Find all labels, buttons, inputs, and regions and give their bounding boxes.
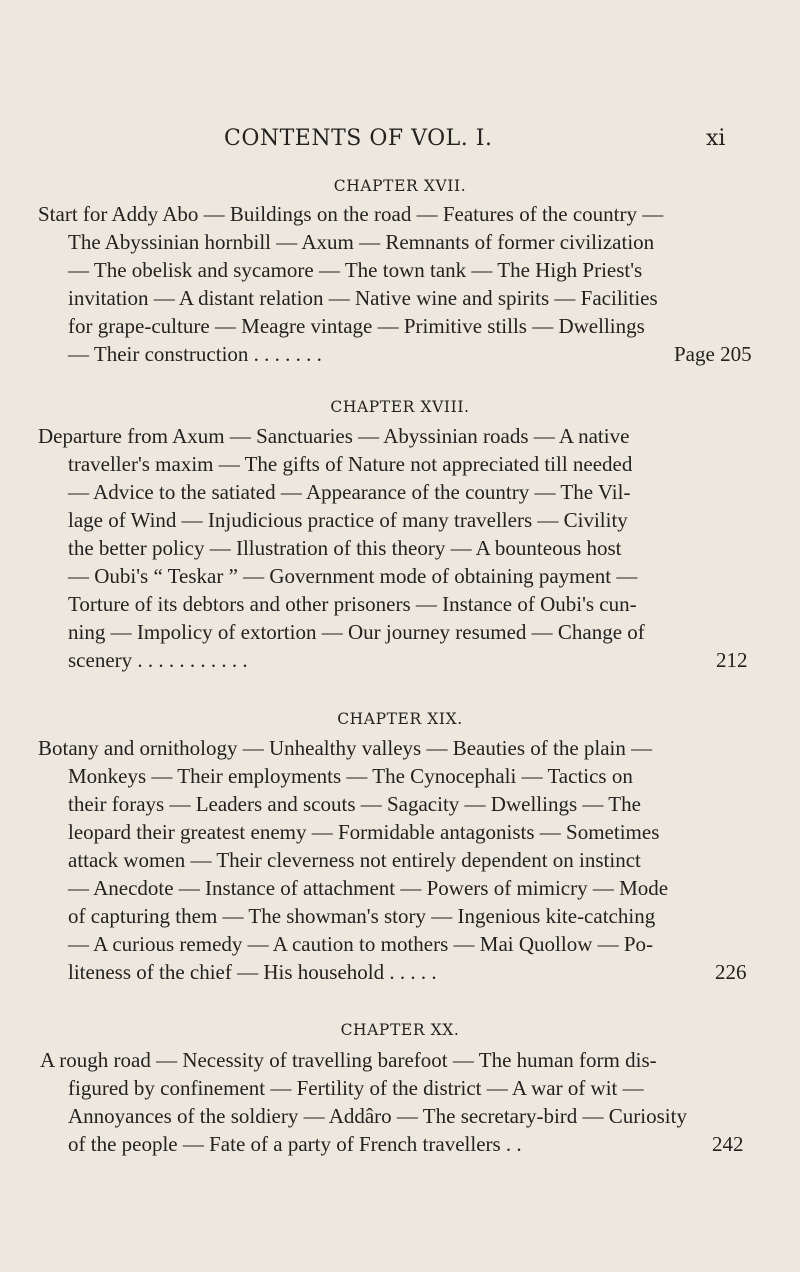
- summary-line: leopard their greatest enemy — Formidable antagonists — Sometimes: [68, 820, 660, 844]
- page-reference: 226: [715, 960, 747, 984]
- summary-line: of capturing them — The showman's story — Ingenious kite-catching: [68, 904, 656, 928]
- summary-line: Monkeys — Their employments — The Cynocephali — Tactics on: [68, 764, 633, 788]
- summary-line: liteness of the chief — His household . . . . .: [68, 960, 437, 984]
- chapter-heading: CHAPTER XVII.: [333, 177, 467, 195]
- summary-line: — Oubi's “ Teskar ” — Government mode of obtaining payment —: [68, 564, 638, 588]
- summary-line: Torture of its debtors and other prisoners — Instance of Oubi's cun-: [68, 592, 637, 616]
- summary-line: — The obelisk and sycamore — The town tank — The High Priest's: [68, 258, 643, 282]
- chapter-heading: CHAPTER XX.: [340, 1021, 460, 1039]
- summary-line: A rough road — Necessity of travelling barefoot — The human form dis-: [40, 1048, 657, 1072]
- summary-line: the better policy — Illustration of this theory — A bounteous host: [68, 536, 622, 560]
- chapter-heading: CHAPTER XVIII.: [330, 398, 470, 416]
- summary-line: of the people — Fate of a party of French travellers . .: [68, 1132, 522, 1156]
- summary-line: — Anecdote — Instance of attachment — Powers of mimicry — Mode: [68, 876, 669, 900]
- summary-line: The Abyssinian hornbill — Axum — Remnants of former civilization: [68, 230, 655, 254]
- summary-line: their forays — Leaders and scouts — Sagacity — Dwellings — The: [68, 792, 641, 816]
- summary-line: scenery . . . . . . . . . . .: [68, 648, 248, 672]
- summary-line: Departure from Axum — Sanctuaries — Abyssinian roads — A native: [38, 424, 630, 448]
- summary-line: attack women — Their cleverness not entirely dependent on instinct: [68, 848, 641, 872]
- page-reference: 212: [716, 648, 748, 672]
- summary-line: traveller's maxim — The gifts of Nature not appreciated till needed: [68, 452, 633, 476]
- summary-line: — Their construction . . . . . . .: [68, 342, 322, 366]
- running-title: CONTENTS OF VOL. I.: [224, 126, 493, 151]
- summary-line: invitation — A distant relation — Native wine and spirits — Facilities: [68, 286, 658, 310]
- page-reference: Page 205: [674, 342, 752, 366]
- summary-line: figured by confinement — Fertility of the district — A war of wit —: [68, 1076, 644, 1100]
- summary-line: — A curious remedy — A caution to mothers — Mai Quollow — Po-: [68, 932, 654, 956]
- summary-line: for grape-culture — Meagre vintage — Primitive stills — Dwellings: [68, 314, 645, 338]
- summary-line: Botany and ornithology — Unhealthy valleys — Beauties of the plain —: [38, 736, 653, 760]
- summary-line: Annoyances of the soldiery — Addâro — The secretary-bird — Curiosity: [68, 1104, 687, 1128]
- page-reference: 242: [712, 1132, 744, 1156]
- summary-line: lage of Wind — Injudicious practice of many travellers — Civility: [68, 508, 628, 532]
- page-number: xi: [706, 126, 726, 151]
- summary-line: Start for Addy Abo — Buildings on the road — Features of the country —: [38, 202, 664, 226]
- running-head: [0, 126, 800, 160]
- chapter-heading: CHAPTER XIX.: [337, 710, 463, 728]
- summary-line: — Advice to the satiated — Appearance of the country — The Vil-: [68, 480, 631, 504]
- summary-line: ning — Impolicy of extortion — Our journey resumed — Change of: [68, 620, 645, 644]
